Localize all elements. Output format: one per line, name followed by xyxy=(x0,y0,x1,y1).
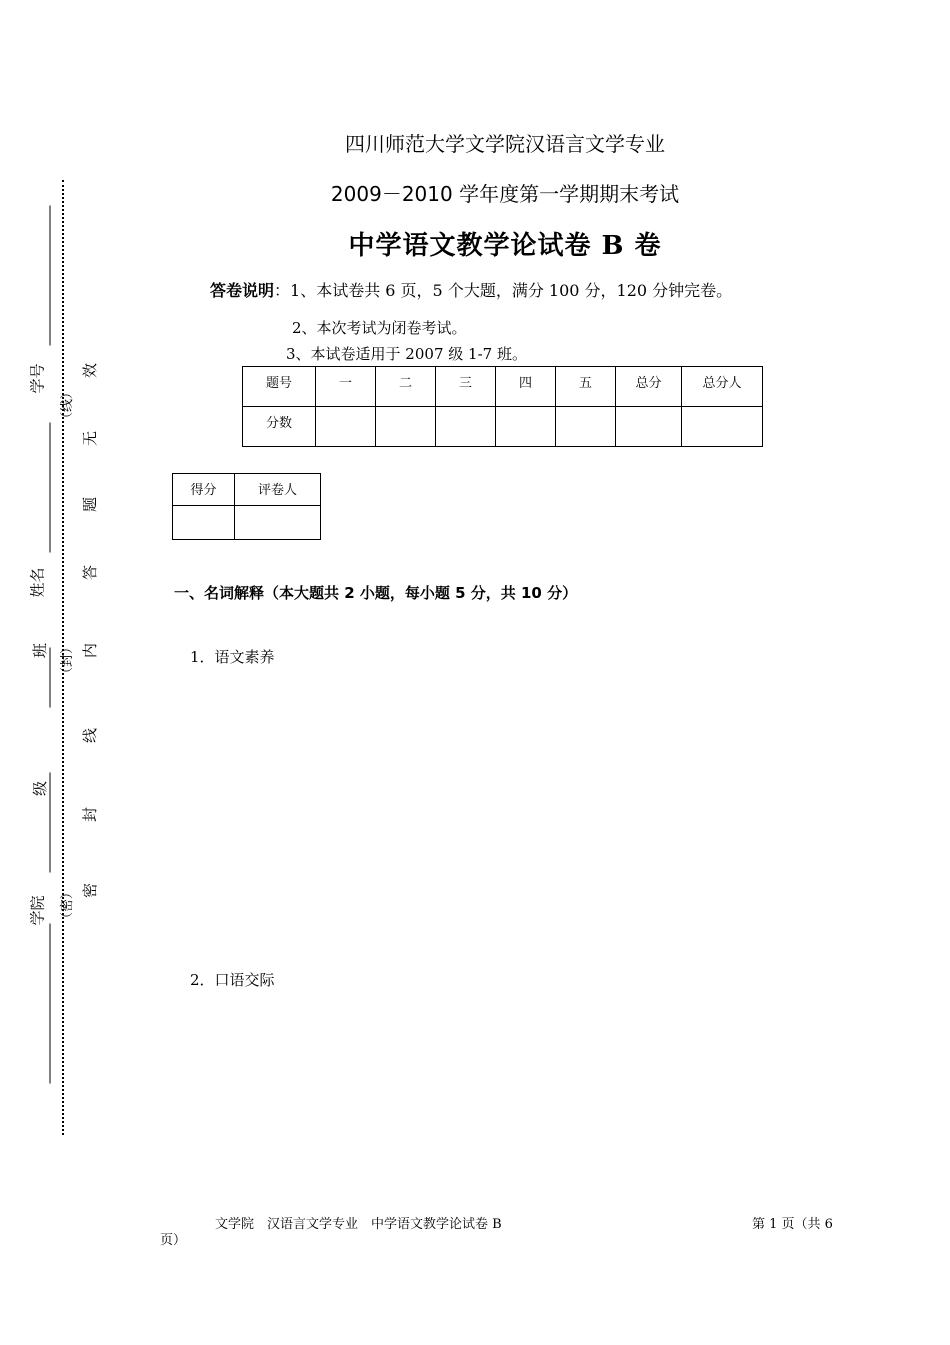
name-blank xyxy=(50,423,51,553)
score-cell-5 xyxy=(556,407,616,447)
footer-page-number-cont: 页） xyxy=(160,1233,187,1248)
student-id-blank xyxy=(50,206,51,346)
score-cell-3 xyxy=(436,407,496,447)
class-label: 班 xyxy=(31,642,50,659)
instructions-line-3: 3、本试卷适用于 2007 级 1-7 班。 xyxy=(286,345,527,363)
score-table-cell: 五 xyxy=(556,367,616,407)
grade-label: 级 xyxy=(31,780,50,797)
exam-title: 中学语文教学论试卷 B 卷 xyxy=(348,231,662,261)
score-table-row-label: 分数 xyxy=(243,407,316,447)
grader-score-cell xyxy=(173,506,235,540)
college-label: 学院 xyxy=(28,895,47,926)
score-cell-total xyxy=(616,407,682,447)
score-cell-4 xyxy=(496,407,556,447)
warning-char: 无 xyxy=(81,430,100,447)
score-table-score-row xyxy=(243,407,763,447)
section-heading: 一、名词解释（本大题共 2 小题，每小题 5 分，共 10 分） xyxy=(174,584,578,602)
warning-char: 线 xyxy=(81,727,100,744)
score-table-header-row xyxy=(243,367,763,407)
score-table-cell: 题号 xyxy=(243,367,316,407)
line-mark: （线） xyxy=(60,385,76,426)
question-2: 2．口语交际 xyxy=(190,971,275,989)
score-cell-totaler xyxy=(682,407,763,447)
warning-char: 封 xyxy=(81,806,100,823)
instructions-label: 答卷说明 xyxy=(210,281,275,300)
exam-school-line: 四川师范大学文学院汉语言文学专业 xyxy=(345,132,665,156)
score-table-cell: 二 xyxy=(376,367,436,407)
exam-term-line: 2009－2010 学年度第一学期期末考试 xyxy=(330,182,680,206)
score-table-cell: 一 xyxy=(316,367,376,407)
seal-mark: （封） xyxy=(60,640,76,681)
score-table-cell: 总分人 xyxy=(682,367,763,407)
instructions-line-1 xyxy=(210,278,732,301)
college-blank xyxy=(50,924,51,1084)
warning-char: 题 xyxy=(81,496,100,513)
grader-name-cell xyxy=(235,506,321,540)
question-1: 1．语文素养 xyxy=(190,648,275,666)
warning-char: 内 xyxy=(81,642,100,659)
warning-char: 密 xyxy=(81,882,100,899)
score-cell-2 xyxy=(376,407,436,447)
score-table xyxy=(242,366,763,447)
warning-char: 答 xyxy=(81,564,100,581)
instructions-line-2: 2、本次考试为闭卷考试。 xyxy=(292,319,467,337)
score-cell-1 xyxy=(316,407,376,447)
footer-page-number: 第 1 页（共 6 xyxy=(752,1217,833,1232)
grader-name-label: 评卷人 xyxy=(235,474,321,506)
warning-char: 效 xyxy=(81,362,100,379)
footer-text: 文学院 汉语言文学专业 中学语文教学论试卷 B xyxy=(215,1217,502,1232)
score-table-cell: 三 xyxy=(436,367,496,407)
secret-mark: （密） xyxy=(60,885,76,926)
grader-score-label: 得分 xyxy=(173,474,235,506)
grader-table xyxy=(172,473,321,540)
score-table-cell: 总分 xyxy=(616,367,682,407)
student-id-label: 学号 xyxy=(28,363,47,394)
score-table-cell: 四 xyxy=(496,367,556,407)
name-label: 姓名 xyxy=(28,567,47,598)
instructions-text-1: ：1、本试卷共 6 页，5 个大题，满分 100 分，120 分钟完卷。 xyxy=(274,281,733,300)
